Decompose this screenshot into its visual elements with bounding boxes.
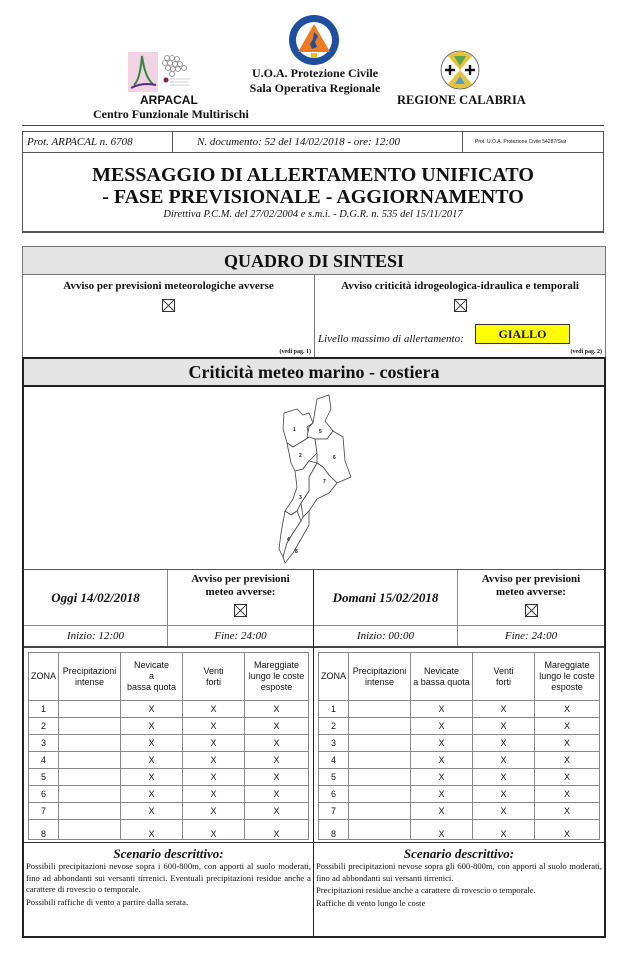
scenario-paragraph-1: Possibili precipitazioni nevose sopra i 600-800m, con apporti al suolo moderati, fino ad abbondanti sui versanti tirrenici. Eventuali precipitazioni residue anche a carattere di rovescio o temporale. — [26, 861, 311, 894]
scenario-paragraph-3: Raffiche di vento lungo le coste — [316, 897, 426, 908]
scenario-paragraph-1: Possibili precipitazioni nevose sopra gli 600-800m, con apporti al suolo moderati, fino ad abbondanti sui versanti tirrenici. — [316, 861, 602, 883]
zone-row — [319, 820, 600, 840]
cell-nevicate: X — [121, 820, 183, 840]
cell-precipitazioni — [59, 718, 121, 735]
arpacal-subtitle: Centro Funzionale Multirischi — [93, 107, 249, 121]
avviso-criticita-checkbox[interactable] — [454, 299, 467, 312]
map-label-7: 7 — [323, 479, 326, 485]
cell-precipitazioni — [349, 735, 411, 752]
zone-row — [29, 786, 309, 803]
zone-row — [29, 803, 309, 820]
document-number: N. documento: 52 del 14/02/2018 - ore: 12:00 — [173, 132, 463, 152]
cell-venti: X — [473, 752, 535, 769]
zone-row — [29, 735, 309, 752]
cell-venti: X — [183, 820, 245, 840]
zone-row — [319, 803, 600, 820]
cell-precipitazioni — [59, 701, 121, 718]
livello-badge: GIALLO — [475, 324, 570, 344]
cell-mareggiate: X — [245, 718, 309, 735]
cell-mareggiate: X — [535, 735, 600, 752]
cell-mareggiate: X — [535, 718, 600, 735]
map-label-4: 4 — [287, 537, 290, 543]
cell-zona: 3 — [319, 735, 349, 752]
quadro-heading: QUADRO DI SINTESI — [23, 247, 605, 275]
criticita-heading: Criticità meteo marino - costiera — [22, 357, 606, 387]
scenario-title: Scenario descrittivo: — [113, 846, 224, 861]
map-section — [22, 387, 606, 570]
cell-zona: 8 — [319, 820, 349, 840]
day-avviso-line-2: meteo avverse: — [205, 586, 276, 598]
cell-venti: X — [473, 735, 535, 752]
cell-zona: 6 — [319, 786, 349, 803]
col-precipitazioni: Precipitazioni intense — [349, 653, 411, 701]
cell-venti: X — [473, 718, 535, 735]
col-nevicate: Nevicate a bassa quota — [121, 653, 183, 701]
cell-precipitazioni — [349, 820, 411, 840]
cell-nevicate: X — [121, 701, 183, 718]
uoa-name — [240, 66, 390, 96]
cell-venti: X — [473, 701, 535, 718]
cell-nevicate: X — [411, 701, 473, 718]
cell-mareggiate: X — [535, 701, 600, 718]
scenario-section — [24, 842, 313, 908]
vedi-pag-1: (vedi pag. 1) — [279, 349, 311, 355]
cell-venti: X — [473, 803, 535, 820]
cell-mareggiate: X — [535, 803, 600, 820]
livello-label: Livello massimo di allertamento: — [318, 333, 464, 345]
cell-venti: X — [183, 803, 245, 820]
col-mareggiate: Mareggiate lungo le coste esposte — [245, 653, 309, 701]
cell-mareggiate: X — [535, 752, 600, 769]
cell-nevicate: X — [121, 803, 183, 820]
day-avviso-line-1: Avviso per previsioni — [481, 573, 581, 585]
cell-precipitazioni — [59, 769, 121, 786]
day-avviso-checkbox[interactable] — [234, 604, 247, 617]
day-end-time: Fine: 24:00 — [504, 630, 558, 642]
document-title-line-2: - FASE PREVISIONALE - AGGIORNAMENTO — [102, 186, 524, 208]
day-start-time: Inizio: 00:00 — [314, 626, 458, 646]
cell-precipitazioni — [59, 786, 121, 803]
map-label-5: 5 — [319, 429, 322, 435]
cell-zona: 4 — [29, 752, 59, 769]
cell-zona: 5 — [29, 769, 59, 786]
scenario-section — [314, 842, 604, 909]
cell-venti: X — [183, 701, 245, 718]
zone-table — [318, 652, 600, 840]
cell-precipitazioni — [59, 820, 121, 840]
zone-row — [29, 701, 309, 718]
cell-zona: 2 — [29, 718, 59, 735]
cell-venti: X — [473, 769, 535, 786]
day-date: Oggi 14/02/2018 — [24, 570, 168, 625]
cell-precipitazioni — [349, 803, 411, 820]
zone-row — [29, 820, 309, 840]
zone-table — [28, 652, 309, 840]
cell-venti: X — [473, 786, 535, 803]
cell-zona: 7 — [319, 803, 349, 820]
col-zona: ZONA — [319, 653, 349, 701]
cell-precipitazioni — [59, 803, 121, 820]
protezione-civile-logo — [288, 14, 340, 66]
avviso-meteo-section — [23, 275, 315, 358]
day-avviso-line-1: Avviso per previsioni — [191, 573, 290, 585]
cell-precipitazioni — [59, 735, 121, 752]
calabria-zone-map — [269, 391, 359, 567]
cell-venti: X — [183, 718, 245, 735]
col-venti: Venti forti — [473, 653, 535, 701]
map-label-8: 8 — [295, 549, 298, 555]
arpacal-logo — [128, 52, 190, 94]
cell-zona: 5 — [319, 769, 349, 786]
vedi-pag-2: (vedi pag. 2) — [570, 349, 602, 355]
regione-calabria-logo — [440, 50, 480, 90]
day-avviso — [168, 570, 313, 625]
cell-venti: X — [183, 786, 245, 803]
cell-zona: 2 — [319, 718, 349, 735]
arpacal-logo-mark — [128, 52, 158, 92]
map-label-6: 6 — [333, 455, 336, 461]
day-start-time: Inizio: 12:00 — [24, 626, 168, 646]
cell-mareggiate: X — [245, 786, 309, 803]
day-panel-today — [22, 570, 314, 938]
cell-zona: 4 — [319, 752, 349, 769]
cell-zona: 8 — [29, 820, 59, 840]
document-directive: Direttiva P.C.M. del 27/02/2004 e s.m.i. - D.G.R. n. 535 del 15/11/2017 — [163, 209, 463, 220]
zone-row — [29, 718, 309, 735]
col-nevicate: Nevicate a bassa quota — [411, 653, 473, 701]
cell-nevicate: X — [121, 752, 183, 769]
cell-nevicate: X — [121, 786, 183, 803]
cell-mareggiate: X — [245, 769, 309, 786]
zone-row — [29, 752, 309, 769]
zone-row — [319, 752, 600, 769]
zone-row — [319, 735, 600, 752]
cell-nevicate: X — [121, 769, 183, 786]
zone-row — [319, 718, 600, 735]
uoa-line-2: Sala Operativa Regionale — [249, 81, 381, 95]
cell-mareggiate: X — [245, 820, 309, 840]
map-label-3: 3 — [299, 495, 302, 501]
cell-nevicate: X — [411, 718, 473, 735]
regione-name: REGIONE CALABRIA — [397, 93, 526, 107]
cell-venti: X — [473, 820, 535, 840]
header-divider — [22, 125, 604, 126]
cell-nevicate: X — [411, 786, 473, 803]
document-title-line-1: MESSAGGIO DI ALLERTAMENTO UNIFICATO — [92, 164, 534, 186]
zone-row — [29, 769, 309, 786]
cell-mareggiate: X — [535, 786, 600, 803]
cell-mareggiate: X — [245, 752, 309, 769]
scenario-paragraph-2: Possibili raffiche di vento a partire dalla serata. — [26, 896, 189, 907]
zone-table-header — [319, 653, 600, 701]
cell-precipitazioni — [349, 701, 411, 718]
zone-row — [319, 769, 600, 786]
cell-mareggiate: X — [245, 701, 309, 718]
cell-zona: 1 — [319, 701, 349, 718]
map-label-2: 2 — [299, 453, 302, 459]
col-zona: ZONA — [29, 653, 59, 701]
document-header — [0, 0, 625, 128]
cell-zona: 6 — [29, 786, 59, 803]
day-avviso-checkbox[interactable] — [525, 604, 538, 617]
cell-venti: X — [183, 752, 245, 769]
avviso-meteo-title: Avviso per previsioni meteorologiche avverse — [63, 280, 274, 292]
cell-venti: X — [183, 735, 245, 752]
cell-nevicate: X — [411, 769, 473, 786]
day-avviso — [458, 570, 604, 625]
cell-zona: 3 — [29, 735, 59, 752]
cell-precipitazioni — [349, 752, 411, 769]
cell-zona: 1 — [29, 701, 59, 718]
cell-nevicate: X — [411, 752, 473, 769]
day-end-time: Fine: 24:00 — [214, 630, 267, 642]
uoa-line-1: U.O.A. Protezione Civile — [251, 66, 379, 80]
cell-mareggiate: X — [245, 803, 309, 820]
protocol-row — [22, 131, 604, 153]
title-block — [22, 153, 604, 233]
scenario-paragraph-2: Precipitazioni residue anche a carattere di rovescio o temporale. — [316, 885, 536, 895]
cell-zona: 7 — [29, 803, 59, 820]
cell-nevicate: X — [121, 735, 183, 752]
scenario-text — [316, 861, 602, 909]
cell-nevicate: X — [411, 820, 473, 840]
arpacal-name: ARPACAL — [140, 93, 198, 107]
cell-mareggiate: X — [245, 735, 309, 752]
zone-row — [319, 786, 600, 803]
cell-precipitazioni — [59, 752, 121, 769]
prot-arpacal: Prot. ARPACAL n. 6708 — [23, 132, 173, 152]
cell-venti: X — [183, 769, 245, 786]
avviso-criticita-section — [315, 275, 605, 358]
day-date: Domani 15/02/2018 — [314, 570, 458, 625]
molecule-icon — [161, 54, 191, 90]
cell-nevicate: X — [411, 735, 473, 752]
cell-nevicate: X — [121, 718, 183, 735]
cell-precipitazioni — [349, 718, 411, 735]
cell-mareggiate: X — [535, 769, 600, 786]
zone-table-header — [29, 653, 309, 701]
zone-row — [319, 701, 600, 718]
day-panel-tomorrow — [313, 570, 606, 938]
cell-mareggiate: X — [535, 820, 600, 840]
col-precipitazioni: Precipitazioni intense — [59, 653, 121, 701]
cell-precipitazioni — [349, 769, 411, 786]
col-venti: Venti forti — [183, 653, 245, 701]
scenario-text — [26, 861, 311, 908]
quadro-di-sintesi — [22, 246, 606, 358]
cell-precipitazioni — [349, 786, 411, 803]
cell-nevicate: X — [411, 803, 473, 820]
day-avviso-line-2: meteo avverse: — [496, 586, 566, 598]
scenario-title: Scenario descrittivo: — [403, 846, 515, 861]
col-mareggiate: Mareggiate lungo le coste esposte — [535, 653, 600, 701]
avviso-meteo-checkbox[interactable] — [162, 299, 175, 312]
avviso-criticita-title: Avviso criticità idrogeologica-idraulica e temporali — [341, 280, 579, 292]
map-label-1: 1 — [293, 427, 296, 433]
prot-uoa: Prot. U.O.A. Protezione Civile 54287/Siar — [475, 139, 567, 145]
